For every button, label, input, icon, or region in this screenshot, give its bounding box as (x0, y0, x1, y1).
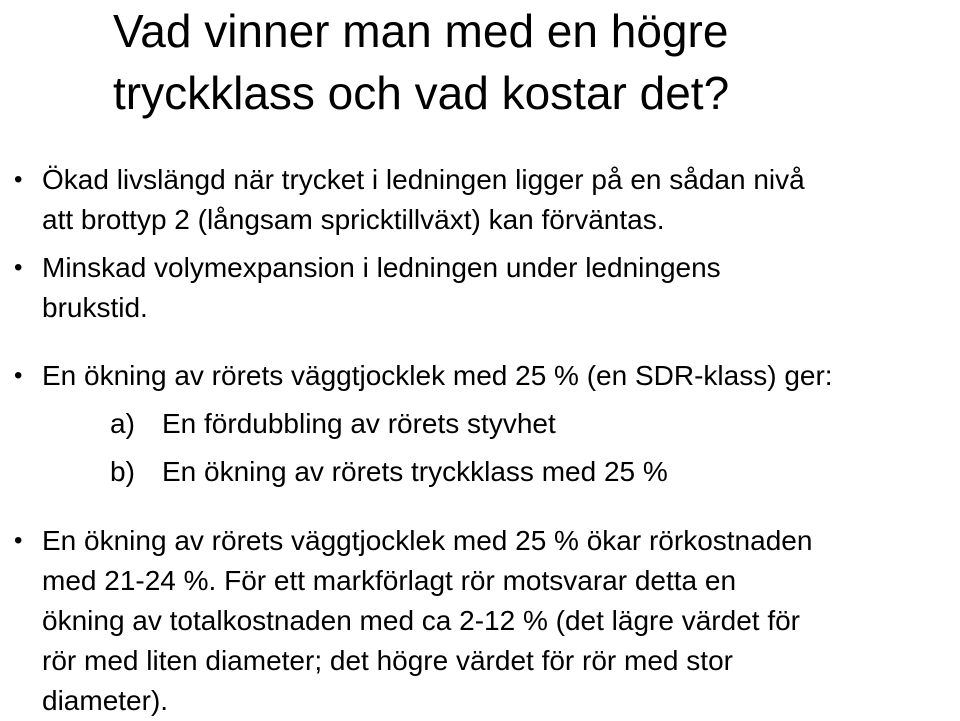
sub-item-a (110, 404, 910, 444)
sub-item-text: En fördubbling av rörets styvhet (162, 408, 556, 439)
bullet-item-4 (14, 521, 954, 721)
slide-title-line-1: Vad vinner man med en högre (113, 5, 729, 57)
bullet-4-line-1: En ökning av rörets väggtjocklek med 25 % ökar rörkostnaden (42, 525, 813, 556)
sub-item-b (110, 452, 910, 492)
bullet-4-line-3: ökning av totalkostnaden med ca 2-12 % (det lägre värdet för (42, 605, 800, 636)
bullet-text-3 (42, 356, 954, 396)
sub-item-marker: a) (110, 408, 135, 439)
bullet-4-line-2: med 21-24 %. För ett markförlagt rör motsvarar detta en (42, 565, 737, 596)
bullet-2-line-2: brukstid. (42, 292, 148, 323)
bullet-dot-icon: • (14, 166, 23, 193)
bullet-dot-icon: • (14, 527, 23, 554)
bullet-1-line-2: att brottyp 2 (långsam spricktillväxt) kan förväntas. (42, 204, 665, 235)
bullet-item-1 (14, 160, 954, 240)
bullet-item-3 (14, 356, 954, 396)
sub-item-marker: b) (110, 456, 135, 487)
bullet-text-2 (42, 248, 954, 328)
sub-item-text: En ökning av rörets tryckklass med 25 % (162, 456, 668, 487)
bullet-dot-icon: • (14, 362, 23, 389)
bullet-4-line-5: diameter). (42, 685, 169, 716)
bullet-text-4 (42, 521, 954, 721)
bullet-item-2 (14, 248, 954, 328)
bullet-3-line-1: En ökning av rörets väggtjocklek med 25 % (en SDR-klass) ger: (42, 360, 833, 391)
slide-title-line-2: tryckklass och vad kostar det? (113, 67, 730, 119)
bullet-dot-icon: • (14, 254, 23, 281)
bullet-2-line-1: Minskad volymexpansion i ledningen under ledningens (42, 252, 721, 283)
bullet-1-line-1: Ökad livslängd när trycket i ledningen ligger på en sådan nivå (42, 164, 805, 195)
bullet-text-1 (42, 160, 954, 240)
slide-title (113, 0, 933, 124)
bullet-4-line-4: rör med liten diameter; det högre värdet för rör med stor (42, 645, 733, 676)
